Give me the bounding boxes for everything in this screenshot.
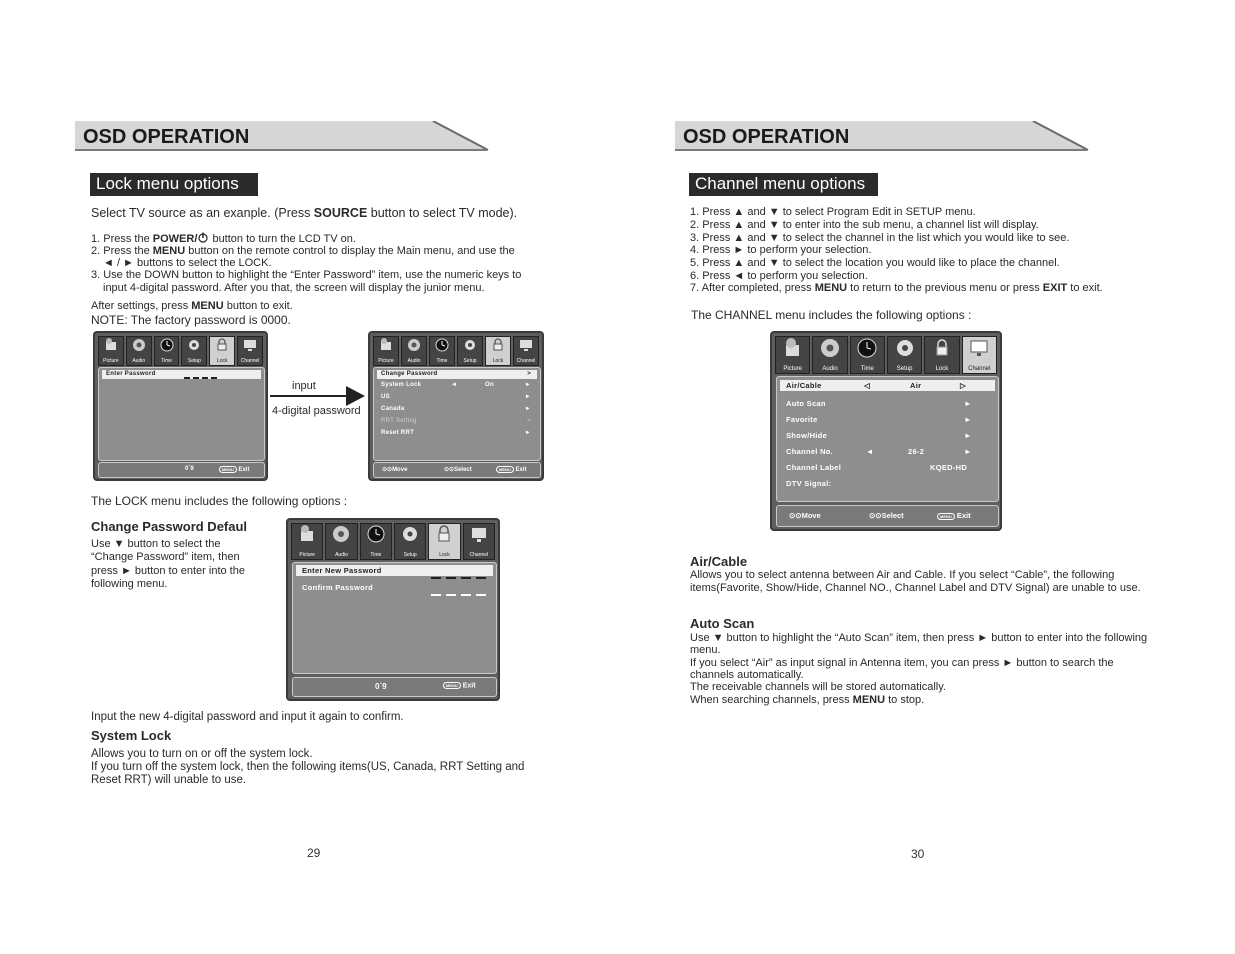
speaker-icon (331, 524, 351, 546)
tab-picture: Picture (775, 336, 810, 374)
tab-lock: Lock (924, 336, 959, 374)
tv-icon (469, 524, 489, 546)
tab-lock: Lock (485, 336, 511, 366)
channel-item-air-cable: Air/Cable ◁ Air ▷ (780, 380, 995, 391)
channel-item-auto-scan: Auto Scan ► (786, 399, 972, 408)
arrow-label-digits: 4-digital password (272, 405, 361, 417)
confirm-password-dashes (431, 589, 486, 598)
input-confirm-text: Input the new 4-digital password and input it again to confirm. (91, 711, 404, 723)
channel-step-7: 7. After completed, press MENU to return to the previous menu or press EXIT to exit. (690, 282, 1103, 294)
tab-audio: Audio (812, 336, 847, 374)
right-header-title: OSD OPERATION (683, 126, 850, 148)
channel-step-6: 6. Press ◄ to perform you selection. (690, 270, 868, 282)
lock-step-1: 1. Press the POWER/ button to turn the LCD TV on. (91, 233, 356, 245)
header-corner-shape (430, 121, 490, 151)
auto-scan-line-2: menu. (690, 644, 721, 656)
right-arrow-icon: ▷ (960, 381, 967, 390)
camera-icon (297, 524, 317, 546)
channel-step-5: 5. Press ▲ and ▼ to select the location you would like to place the channel. (690, 257, 1060, 269)
channel-item-channel-no: Channel No. ◄ 26-2 ► (786, 447, 972, 456)
clock-icon (159, 337, 175, 353)
auto-scan-heading: Auto Scan (690, 616, 755, 631)
tab-lock: Lock (428, 523, 460, 560)
left-arrow-icon: ◁ (864, 381, 871, 390)
exit-hint: MENU Exit (219, 466, 249, 473)
osd-lock-menu (368, 331, 544, 481)
tab-audio: Audio (401, 336, 427, 366)
speaker-icon (406, 337, 422, 353)
lock-intro: Select TV source as an exanple. (Press SOURCE button to select TV mode). (91, 206, 518, 220)
clock-icon (856, 337, 878, 361)
tab-audio: Audio (325, 523, 357, 560)
camera-icon (103, 337, 119, 353)
lock-section-title: Lock menu options (90, 173, 258, 196)
power-icon (197, 232, 209, 243)
factory-note: NOTE: The factory password is 0000. (91, 313, 291, 327)
clock-icon (434, 337, 450, 353)
change-password-line-3: press ► button to enter into the (91, 565, 245, 577)
channel-includes: The CHANNEL menu includes the following options : (691, 308, 972, 322)
auto-scan-line-6: When searching channels, press MENU to stop. (690, 694, 925, 706)
after-settings: After settings, press MENU button to exit. (91, 300, 293, 312)
lock-includes: The LOCK menu includes the following options : (91, 494, 348, 508)
channel-item-favorite: Favorite ► (786, 415, 972, 424)
change-password-line-4: following menu. (91, 578, 168, 590)
gear-icon (186, 337, 202, 353)
channel-step-2: 2. Press ▲ and ▼ to enter into the sub menu, a channel list will display. (690, 219, 1039, 231)
left-header (75, 121, 487, 151)
system-lock-line-3: Reset RRT) will unable to use. (91, 774, 247, 786)
exit-hint: MENU Exit (937, 511, 971, 520)
confirm-password-row: Confirm Password (296, 583, 493, 592)
auto-scan-line-5: The receivable channels will be stored automatically. (690, 681, 946, 693)
camera-icon (378, 337, 394, 353)
osd-enter-password (93, 331, 268, 481)
tab-channel: Channel (463, 523, 495, 560)
system-lock-line-1: Allows you to turn on or off the system lock. (91, 748, 313, 760)
tab-picture: Picture (373, 336, 399, 366)
enter-password-row: Enter Password (102, 370, 261, 379)
channel-step-4: 4. Press ► to perform your selection. (690, 244, 872, 256)
channel-item-channel-label: Channel Label KQED-HD (786, 463, 968, 472)
lock-step-2-cont: ◄ / ► buttons to select the LOCK. (103, 257, 272, 269)
enter-new-password-row: Enter New Password (296, 565, 493, 576)
lock-step-3-cont: input 4-digital password. After you that, the screen will display the junior menu. (103, 282, 485, 294)
tab-lock: Lock (209, 336, 235, 366)
air-cable-line-1: Allows you to select antenna between Air and Cable. If you select “Cable”, the following (690, 569, 1115, 581)
left-header-title: OSD OPERATION (83, 126, 250, 148)
lock-icon (434, 524, 454, 546)
camera-icon (782, 337, 804, 361)
tab-setup: Setup (887, 336, 922, 374)
tab-setup: Setup (394, 523, 426, 560)
change-password-heading: Change Password Defaul (91, 519, 248, 534)
tab-channel: Channel (513, 336, 539, 366)
tab-setup: Setup (457, 336, 483, 366)
page-number-left: 29 (307, 846, 321, 860)
tab-time: Time (429, 336, 455, 366)
lock-item-us: US ► (381, 394, 531, 400)
password-dashes (184, 374, 217, 383)
arrow-label-input: input (292, 380, 316, 392)
auto-scan-line-4: channels automatically. (690, 669, 804, 681)
digit-range: 0`9 (185, 466, 194, 472)
tv-icon (242, 337, 258, 353)
channel-step-1: 1. Press ▲ and ▼ to select Program Edit in SETUP menu. (690, 206, 976, 218)
channel-item-dtv-signal: DTV Signal: (786, 479, 832, 488)
lock-item-reset-rrt: Reset RRT ► (381, 430, 531, 436)
system-lock-heading: System Lock (91, 728, 172, 743)
header-corner-shape (1030, 121, 1090, 151)
digit-range: 0`9 (375, 682, 387, 691)
channel-step-3: 3. Press ▲ and ▼ to select the channel in the list which you would like to see. (690, 232, 1070, 244)
exit-hint: MENU Exit (443, 682, 476, 689)
change-password-line-2: “Change Password” item, then (91, 551, 240, 563)
lock-icon (214, 337, 230, 353)
change-password-line-1: Use ▼ button to select the (91, 538, 221, 550)
channel-section-title: Channel menu options (689, 173, 878, 196)
tab-setup: Setup (181, 336, 207, 366)
tv-icon (968, 337, 990, 361)
new-password-dashes (431, 571, 486, 582)
lock-step-3: 3. Use the DOWN button to highlight the “Enter Password” item, use the numeric keys to (91, 269, 522, 281)
lock-step-2: 2. Press the MENU button on the remote control to display the Main menu, and use the (91, 245, 515, 257)
air-cable-line-2: items(Favorite, Show/Hide, Channel NO., Channel Label and DTV Signal) are unable to use. (690, 582, 1141, 594)
gear-icon (462, 337, 478, 353)
lock-item-change-password: Change Password > (377, 370, 537, 379)
page-number-right: 30 (911, 847, 925, 861)
exit-hint: MENU Exit (496, 466, 526, 473)
tab-channel: Channel (237, 336, 263, 366)
tab-channel: Channel (962, 336, 997, 374)
tab-picture: Picture (291, 523, 323, 560)
select-hint: ⊙⊙Select (869, 511, 904, 520)
air-cable-heading: Air/Cable (690, 554, 748, 569)
tab-time: Time (360, 523, 392, 560)
lock-icon (490, 337, 506, 353)
tab-time: Time (850, 336, 885, 374)
right-header (675, 121, 1087, 151)
speaker-icon (819, 337, 841, 361)
speaker-icon (131, 337, 147, 353)
osd-new-password (286, 518, 500, 701)
lock-item-system-lock: System Lock ◄ On ► (381, 382, 531, 388)
channel-item-show-hide: Show/Hide ► (786, 431, 972, 440)
auto-scan-line-3: If you select “Air” as input signal in Antenna item, you can press ► button to search the (690, 657, 1114, 669)
lock-item-rrt-setting: RRT Setting > (381, 418, 531, 424)
tab-time: Time (154, 336, 180, 366)
gear-icon (894, 337, 916, 361)
tab-picture: Picture (98, 336, 124, 366)
system-lock-line-2: If you turn off the system lock, then the following items(US, Canada, RRT Setting and (91, 761, 525, 773)
gear-icon (400, 524, 420, 546)
tab-audio: Audio (126, 336, 152, 366)
clock-icon (366, 524, 386, 546)
lock-icon (931, 337, 953, 361)
tv-icon (518, 337, 534, 353)
move-hint: ⊙⊙Move (382, 467, 408, 473)
move-hint: ⊙⊙Move (789, 511, 821, 520)
lock-item-canada: Canada ► (381, 406, 531, 412)
osd-channel-menu (770, 331, 1002, 531)
select-hint: ⊙⊙Select (444, 467, 472, 473)
auto-scan-line-1: Use ▼ button to highlight the “Auto Scan” item, then press ► button to enter into the following (690, 632, 1148, 644)
right-arrow-icon (270, 385, 366, 407)
